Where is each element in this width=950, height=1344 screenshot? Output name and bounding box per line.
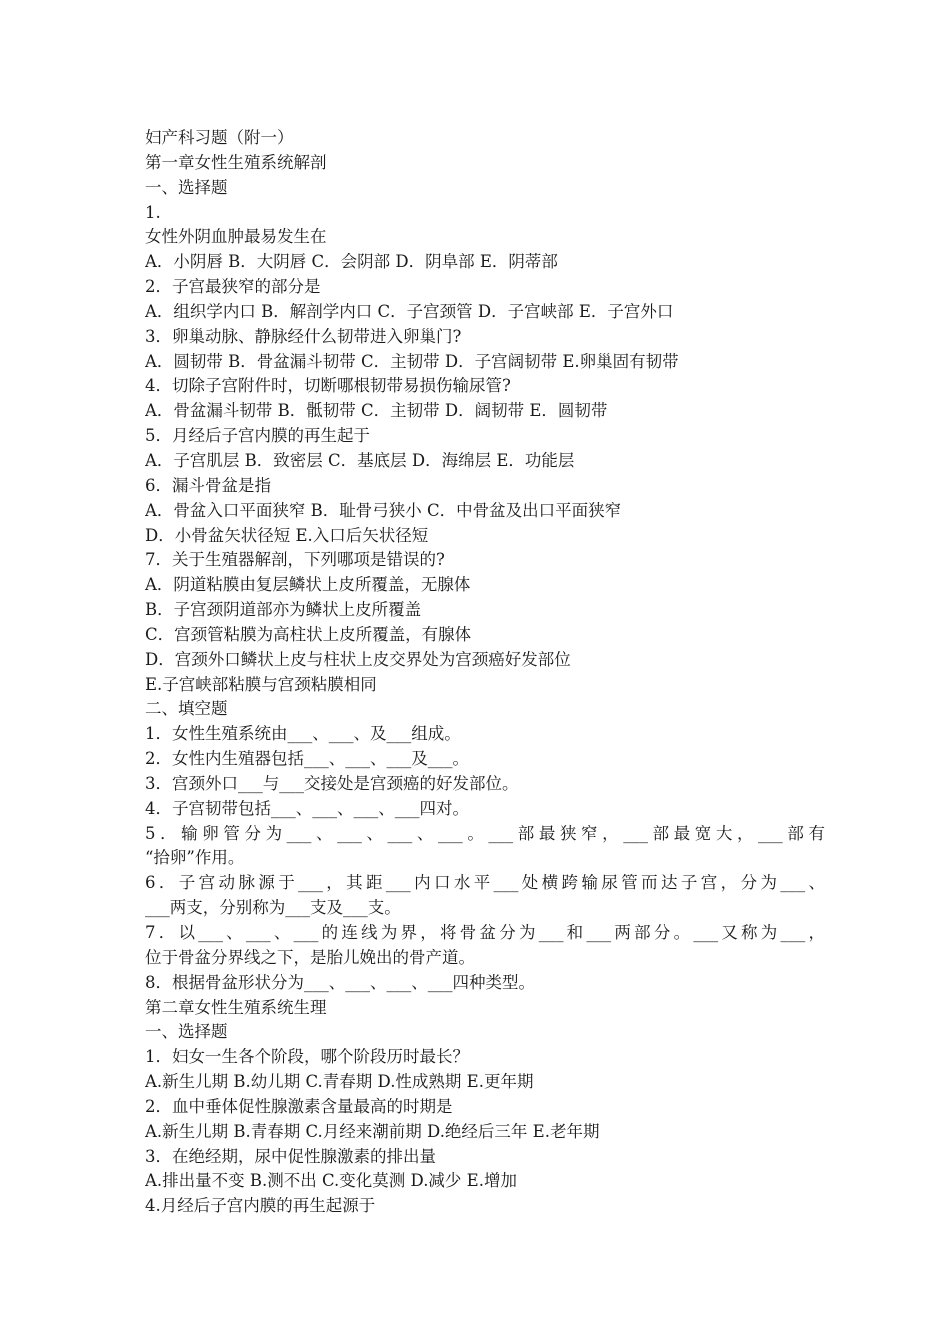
question-number: 1. xyxy=(145,202,161,222)
question-text: 3．在绝经期，尿中促性腺激素的排出量 xyxy=(145,1146,436,1166)
question-text: 7．关于生殖器解剖，下列哪项是错误的? xyxy=(145,550,445,570)
fill-blank-question: 3．宫颈外口___与___交接处是宫颈癌的好发部位。 xyxy=(145,773,519,793)
answer-option: C．宫颈管粘膜为高柱状上皮所覆盖，有腺体 xyxy=(145,624,472,644)
fill-blank-question: 5．输卵管分为___、___、___、___。___部最狭窄，___部最宽大，___部有 xyxy=(145,823,825,843)
answer-options: A．组织学内口 B．解剖学内口 C．子宫颈管 D．子宫峡部 E．子宫外口 xyxy=(145,301,674,321)
document-page xyxy=(145,126,825,1219)
fill-blank-question: 4．子宫韧带包括___、___、___、___四对。 xyxy=(145,798,469,818)
answer-options: A．骨盆入口平面狭窄 B．耻骨弓狭小 C．中骨盆及出口平面狭窄 xyxy=(145,500,622,520)
answer-options: A．子宫肌层 B．致密层 C．基底层 D．海绵层 E．功能层 xyxy=(145,450,575,470)
fill-blank-continuation: 位于骨盆分界线之下，是胎儿娩出的骨产道。 xyxy=(145,947,475,967)
fill-blank-question: 1．女性生殖系统由___、___、及___组成。 xyxy=(145,724,461,744)
question-text: 3．卵巢动脉、静脉经什么韧带进入卵巢门? xyxy=(145,326,462,346)
section-heading: 一、选择题 xyxy=(145,1022,228,1042)
answer-option: A．阴道粘膜由复层鳞状上皮所覆盖，无腺体 xyxy=(145,575,471,595)
fill-blank-question: 8．根据骨盆形状分为___、___、___、___四种类型。 xyxy=(145,972,535,992)
fill-blank-question: 7．以___、___、___的连线为界，将骨盆分为___和___两部分。___又称为___， xyxy=(145,923,825,942)
answer-options: A．小阴唇 B．大阴唇 C．会阴部 D．阴阜部 E．阴蒂部 xyxy=(145,252,558,272)
answer-option: D．宫颈外口鳞状上皮与柱状上皮交界处为宫颈癌好发部位 xyxy=(145,649,571,669)
answer-options: A．圆韧带 B．骨盆漏斗韧带 C．主韧带 D．子宫阔韧带 E.卵巢固有韧带 xyxy=(145,351,679,371)
chapter-heading: 第一章女性生殖系统解剖 xyxy=(145,152,327,172)
question-text: 女性外阴血肿最易发生在 xyxy=(145,227,327,247)
answer-option: E.子宫峡部粘膜与宫颈粘膜相同 xyxy=(145,674,377,694)
fill-blank-continuation: ___两支，分别称为___支及___支。 xyxy=(145,898,401,918)
question-text: 6．漏斗骨盆是指 xyxy=(145,475,271,495)
answer-options: D．小骨盆矢状径短 E.入口后矢状径短 xyxy=(145,525,429,545)
section-heading: 一、选择题 xyxy=(145,177,228,197)
question-text: 4.月经后子宫内膜的再生起源于 xyxy=(145,1196,376,1216)
fill-blank-question: 6．子宫动脉源于___，其距___内口水平___处横跨输尿管而达子宫，分为___、 xyxy=(145,873,825,893)
answer-options: A.新生儿期 B.幼儿期 C.青春期 D.性成熟期 E.更年期 xyxy=(145,1072,534,1092)
answer-options: A.排出量不变 B.测不出 C.变化莫测 D.减少 E.增加 xyxy=(145,1171,517,1191)
answer-option: B．子宫颈阴道部亦为鳞状上皮所覆盖 xyxy=(145,600,422,620)
fill-blank-question: 2．女性内生殖器包括___、___、___及___。 xyxy=(145,749,469,769)
answer-options: A.新生儿期 B.青春期 C.月经来潮前期 D.绝经后三年 E.老年期 xyxy=(145,1121,600,1141)
question-text: 4．切除子宫附件时，切断哪根韧带易损伤输尿管? xyxy=(145,376,511,396)
question-text: 1．妇女一生各个阶段，哪个阶段历时最长？ xyxy=(145,1047,469,1067)
chapter-heading: 第二章女性生殖系统生理 xyxy=(145,997,327,1017)
fill-blank-continuation: “拾卵”作用。 xyxy=(145,848,245,868)
question-text: 5．月经后子宫内膜的再生起于 xyxy=(145,426,370,446)
question-text: 2．血中垂体促性腺激素含量最高的时期是 xyxy=(145,1096,453,1116)
doc-title: 妇产科习题（附一） xyxy=(145,128,294,147)
question-text: 2．子宫最狭窄的部分是 xyxy=(145,277,321,297)
section-heading: 二、填空题 xyxy=(145,699,228,719)
answer-options: A．骨盆漏斗韧带 B．骶韧带 C．主韧带 D．阔韧带 E．圆韧带 xyxy=(145,401,608,421)
